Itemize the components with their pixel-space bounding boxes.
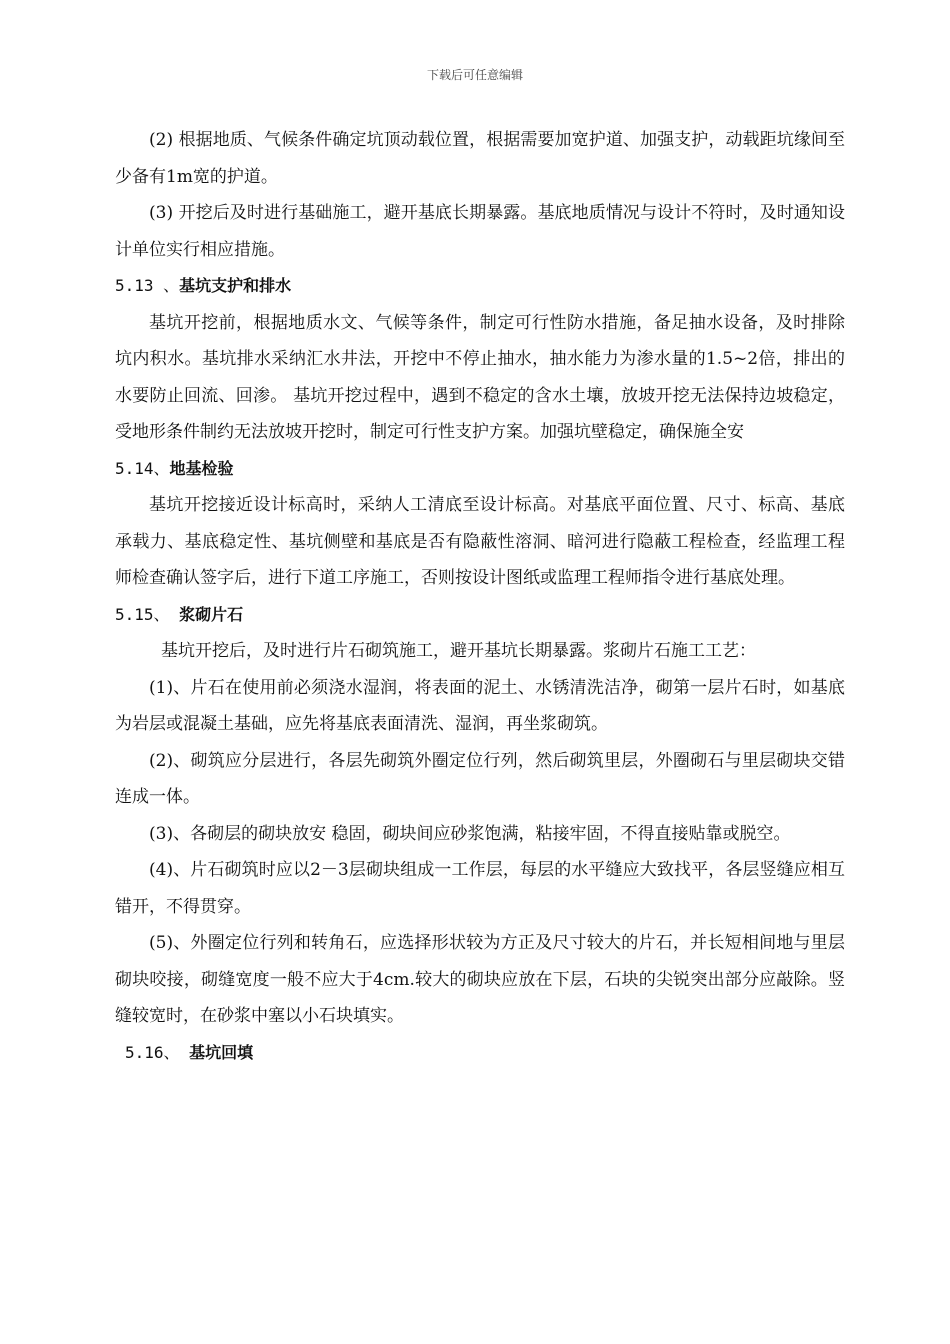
body-paragraph: 基坑开挖后，及时进行片石砌筑施工，避开基坑长期暴露。浆砌片石施工工艺： <box>161 641 756 661</box>
body-paragraph: (2) 根据地质、气候条件确定坑顶动载位置，根据需要加宽护道、加强支护，动载距坑缘间至少备有1m宽的护道。 <box>115 130 845 187</box>
section-title: 基坑支护和排水 <box>179 276 292 295</box>
section-number: 5.16、 <box>125 1042 190 1062</box>
section-title: 浆砌片石 <box>179 604 244 624</box>
section-title: 基坑回填 <box>189 1042 254 1062</box>
body-paragraph: (2)、砌筑应分层进行，各层先砌筑外圈定位行列，然后砌筑里层，外圈砌石与里层砌块交错连成一体。 <box>115 750 845 807</box>
section-title: 地基检验 <box>169 458 234 478</box>
body-paragraph: (1)、片石在使用前必须浇水湿润，将表面的泥土、水锈清洗洁净，砌第一层片石时，如基底为岩层或混凝土基础，应先将基底表面清洗、湿润，再坐浆砌筑。 <box>115 677 845 734</box>
body-paragraph: (4)、片石砌筑时应以2－3层砌块组成一工作层，每层的水平缝应大致找平，各层竖缝应相互错开，不得贯穿。 <box>115 860 845 917</box>
body-paragraph: (3)、各砌层的砌块放安 稳固，砌块间应砂浆饱满，粘接牢固，不得直接贴靠或脱空。 <box>149 823 791 844</box>
section-number: 5.13 、 <box>115 276 180 295</box>
section-number: 5.14、 <box>115 458 170 478</box>
body-paragraph: 基坑开挖接近设计标高时，采纳人工清底至设计标高。对基底平面位置、尺寸、标高、基底承载力、基底稳定性、基坑侧壁和基底是否有隐蔽性溶洞、暗河进行隐蔽工程检查，经监理工程师检查确认签字后，进行下道工序施工，否则按设计图纸或监理工程师指令进行基底处理。 <box>115 495 845 588</box>
section-number: 5.15、 <box>115 604 180 624</box>
section-heading <box>115 597 845 634</box>
body-paragraph: 基坑开挖前，根据地质水文、气候等条件，制定可行性防水措施，备足抽水设备，及时排除坑内积水。基坑排水采纳汇水井法，开挖中不停止抽水，抽水能力为渗水量的1.5~2倍，排出的水要防止回流、回渗。 基坑开挖过程中，遇到不稳定的含水土壤，放坡开挖无法保持边坡稳定，受地形条件制约无法放坡开挖时，制定可行性支护方案。加强坑壁稳定，确保施全安 <box>115 312 845 442</box>
section-heading <box>115 1035 845 1072</box>
document-body <box>115 122 845 1071</box>
body-paragraph: (3) 开挖后及时进行基础施工，避开基底长期暴露。基底地质情况与设计不符时，及时通知设计单位实行相应措施。 <box>115 203 845 260</box>
section-heading <box>115 451 845 488</box>
section-heading <box>115 268 845 305</box>
page-header-note: 下载后可任意编辑 <box>426 68 523 82</box>
body-paragraph: (5)、外圈定位行列和转角石，应选择形状较为方正及尺寸较大的片石，并长短相间地与里层砌块咬接，砌缝宽度一般不应大于4cm.较大的砌块应放在下层，石块的尖锐突出部分应敲除。竖缝较宽时，在砂浆中塞以小石块填实。 <box>115 933 845 1026</box>
